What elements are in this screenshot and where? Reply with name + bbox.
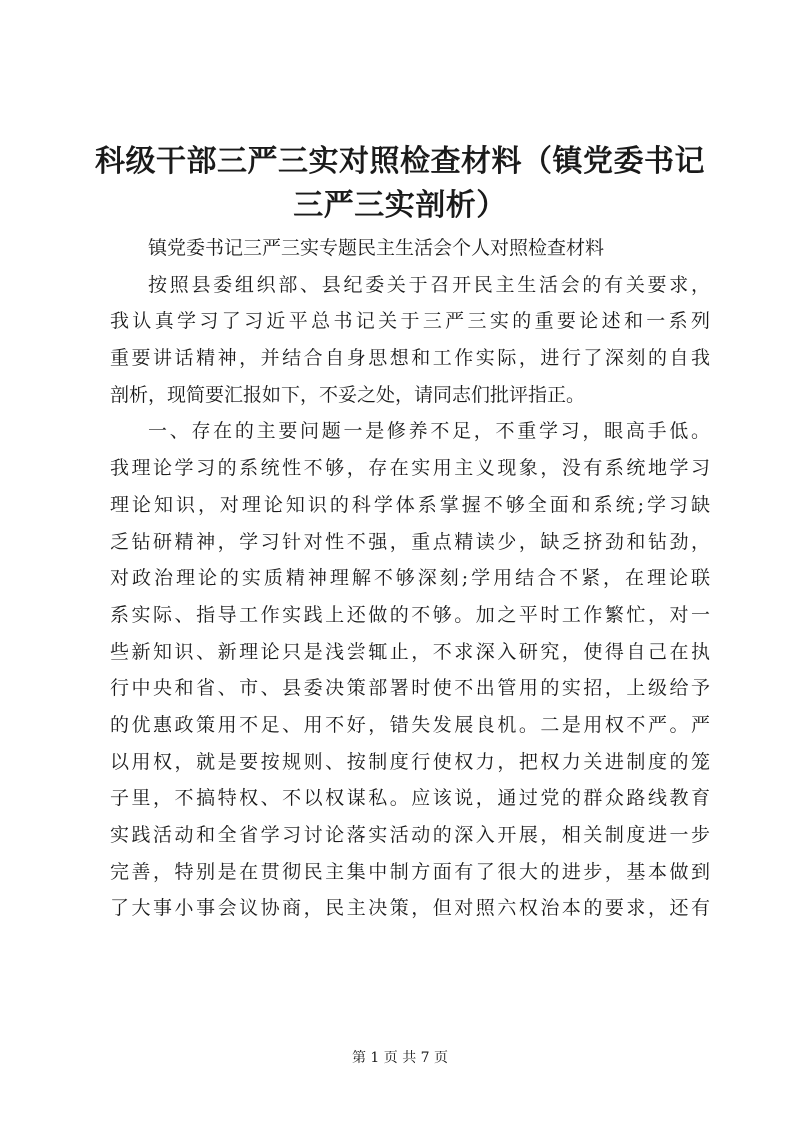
body-line: 理论知识，对理论知识的科学体系掌握不够全面和系统;学习缺: [110, 493, 710, 516]
body-line: 乏钻研精神，学习针对性不强，重点精读少，缺乏挤劲和钻劲，: [110, 530, 710, 553]
body-line: 实践活动和全省学习讨论落实活动的深入开展，相关制度进一步: [110, 824, 710, 846]
body-line: 对政治理论的实质精神理解不够深刻;学用结合不紧，在理论联: [110, 567, 710, 590]
document-body: [110, 230, 710, 927]
title-line-1: 科级干部三严三实对照检查材料（镇党委书记: [95, 144, 705, 179]
body-line: 镇党委书记三严三实专题民主生活会个人对照检查材料: [148, 237, 605, 259]
body-line: 我理论学习的系统性不够，存在实用主义现象，没有系统地学习: [110, 457, 710, 480]
body-line: 子里，不搞特权、不以权谋私。应该说，通过党的群众路线教育: [110, 787, 710, 810]
body-line: 重要讲话精神，并结合自身思想和工作实际，进行了深刻的自我: [110, 347, 710, 370]
body-line: 系实际、指导工作实践上还做的不够。加之平时工作繁忙，对一: [110, 603, 710, 626]
title-line-2: 三严三实剖析）: [293, 188, 507, 223]
body-line: 些新知识、新理论只是浅尝辄止，不求深入研究，使得自己在执: [110, 640, 710, 663]
document-title: [95, 140, 705, 228]
body-line: 了大事小事会议协商，民主决策，但对照六权治本的要求，还有: [110, 897, 710, 920]
body-line: 完善，特别是在贯彻民主集中制方面有了很大的进步，基本做到: [110, 860, 710, 883]
body-line: 我认真学习了习近平总书记关于三严三实的重要论述和一系列: [110, 310, 710, 333]
body-line: 行中央和省、市、县委决策部署时使不出管用的实招，上级给予: [110, 677, 710, 700]
body-line: 一、存在的主要问题一是修养不足，不重学习，眼高手低。: [148, 420, 710, 443]
body-line: 的优惠政策用不足、用不好，错失发展良机。二是用权不严。严: [110, 713, 710, 736]
page-footer: 第 1 页 共 7 页: [351, 1050, 449, 1066]
body-line: 剖析，现简要汇报如下，不妥之处，请同志们批评指正。: [110, 383, 586, 406]
body-line: 按照县委组织部、县纪委关于召开民主生活会的有关要求，: [148, 273, 710, 296]
body-line: 以用权，就是要按规则、按制度行使权力，把权力关进制度的笼: [110, 750, 710, 773]
